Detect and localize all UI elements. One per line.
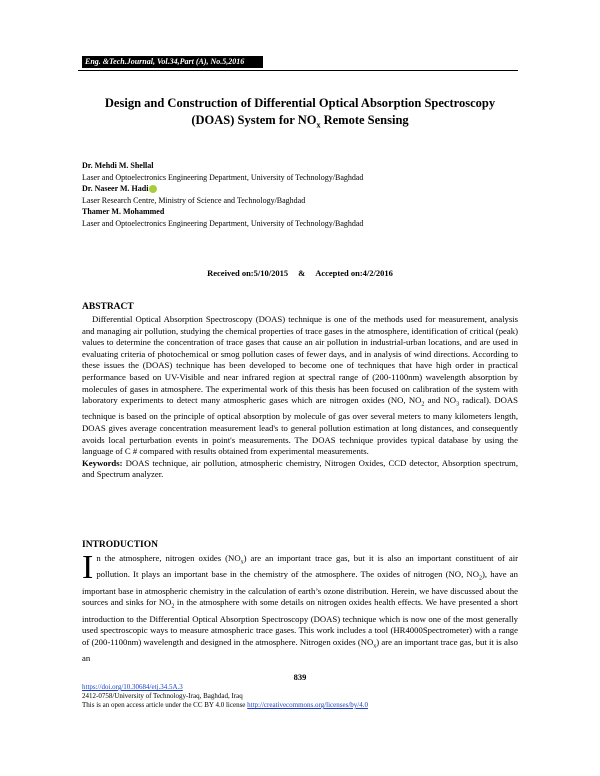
author-affiliation: Laser and Optoelectronics Engineering Department, University of Technology/Baghdad (82, 172, 364, 182)
author-list (82, 160, 522, 229)
author-name: Thamer M. Mohammed (82, 207, 165, 216)
abstract-body: Differential Optical Absorption Spectroscopy (DOAS) technique is one of the methods used for measurement, analysis and managing air pollution, studying the chemical properties of trace gases in the atmosphere, identification of critical (peak) values to determine the concentration of trace gases that cause an air pollution in industrial-urban locations, and are used in evaluating criteria of photochemical or smog pollution cases of fewer days, and in analysis of wind directions. According to these issues the (DOAS) technique has been developed to become one of techniques that have high order in practical performance based on UV-Visible and near infrared region at spectral range of (200-1100nm) wavelength absorption by molecules of gases in atmosphere. The experimental work of this thesis has been focused on calibration of the system with laboratory experiments to detect many atmospheric gases which are nitrogen oxides (NO, $NO_2$ and $NO_3$ radical). DOAS technique is based on the principle of optical absorption by molecule of gas over several meters to many kilometers length, DOAS gives average concentration measurement lead's to general pollution estimation at long distances, and consequently avoids local perturbation events in point's measurements. The DOAS technique provides typical database by using the language of C # compared with results obtained from experimental measurements. Keywords: DOAS technique, air pollution, atmospheric chemistry, Nitrogen Oxides, CCD detector, Absorption spectrum, and Spectrum analyzer. (82, 314, 518, 480)
title-line-2: (DOAS) System for $NO_x$ Remote Sensing (191, 113, 409, 130)
drop-cap: I (82, 549, 94, 586)
header-rule (78, 70, 518, 71)
orcid-icon[interactable] (149, 185, 157, 193)
issn-line: 2412-0758/University of Technology-Iraq, Baghdad, Iraq (82, 692, 243, 700)
author-affiliation: Laser and Optoelectronics Engineering Department, University of Technology/Baghdad (82, 218, 364, 228)
paper-title (70, 95, 530, 134)
introduction-body: In the atmosphere, nitrogen oxides $(NO_x)$ are an important trace gas, but it is also an important constituent of air pollution. It plays an important base in the chemistry of the atmosphere. The oxides of nitrogen (NO, $NO_2$), have an important base in atmospheric chemistry in the calculation of earth’s ozone distribution. Herein, we have discussed about the sources and sinks for $NO_2$ in the atmosphere with some details on nitrogen oxides health effects. We have presented a short introduction to the Differential Optical Absorption Spectroscopy (DOAS) technique which is now one of the most generally used spectroscopic ways to measure atmospheric trace gases. This work includes a tool (HR4000Spectrometer) with a range of (200-1100nm) wavelength and designed in the atmosphere. Nitrogen oxides $(NO_x)$ are an important trace gas, but it is also an (82, 549, 518, 664)
abstract-heading: ABSTRACT (82, 302, 134, 312)
title-line-1: Design and Construction of Differential Optical Absorption Spectroscopy (104, 96, 496, 110)
dates-line: Received on:5/10/2015 & Accepted on:4/2/2016 (207, 268, 393, 278)
author-name: Dr. Naseer M. Hadi (82, 184, 149, 193)
journal-header: Eng. &Tech.Journal, Vol.34,Part (A), No.5,2016 (82, 56, 263, 68)
accepted-date: Accepted on:4/2/2016 (315, 268, 393, 278)
introduction-heading: INTRODUCTION (82, 540, 159, 550)
keywords: Keywords: DOAS technique, air pollution, atmospheric chemistry, Nitrogen Oxides, CCD detector, Absorption spectrum, and Spectrum analyzer. (82, 457, 518, 480)
doi-link[interactable]: https://doi.org/10.30684/etj.34.5A.3 (82, 683, 183, 691)
license-line: This is an open access article under the CC BY 4.0 license http://creativecommons.org/licenses/by/4.0 (82, 701, 368, 709)
license-link[interactable]: http://creativecommons.org/licenses/by/4.0 (247, 701, 368, 709)
author-affiliation: Laser Research Centre, Ministry of Science and Technology/Baghdad (82, 195, 306, 205)
page-number: 839 (293, 672, 307, 682)
received-date: Received on:5/10/2015 (207, 268, 289, 278)
author-name: Dr. Mehdi M. Shellal (82, 161, 154, 170)
